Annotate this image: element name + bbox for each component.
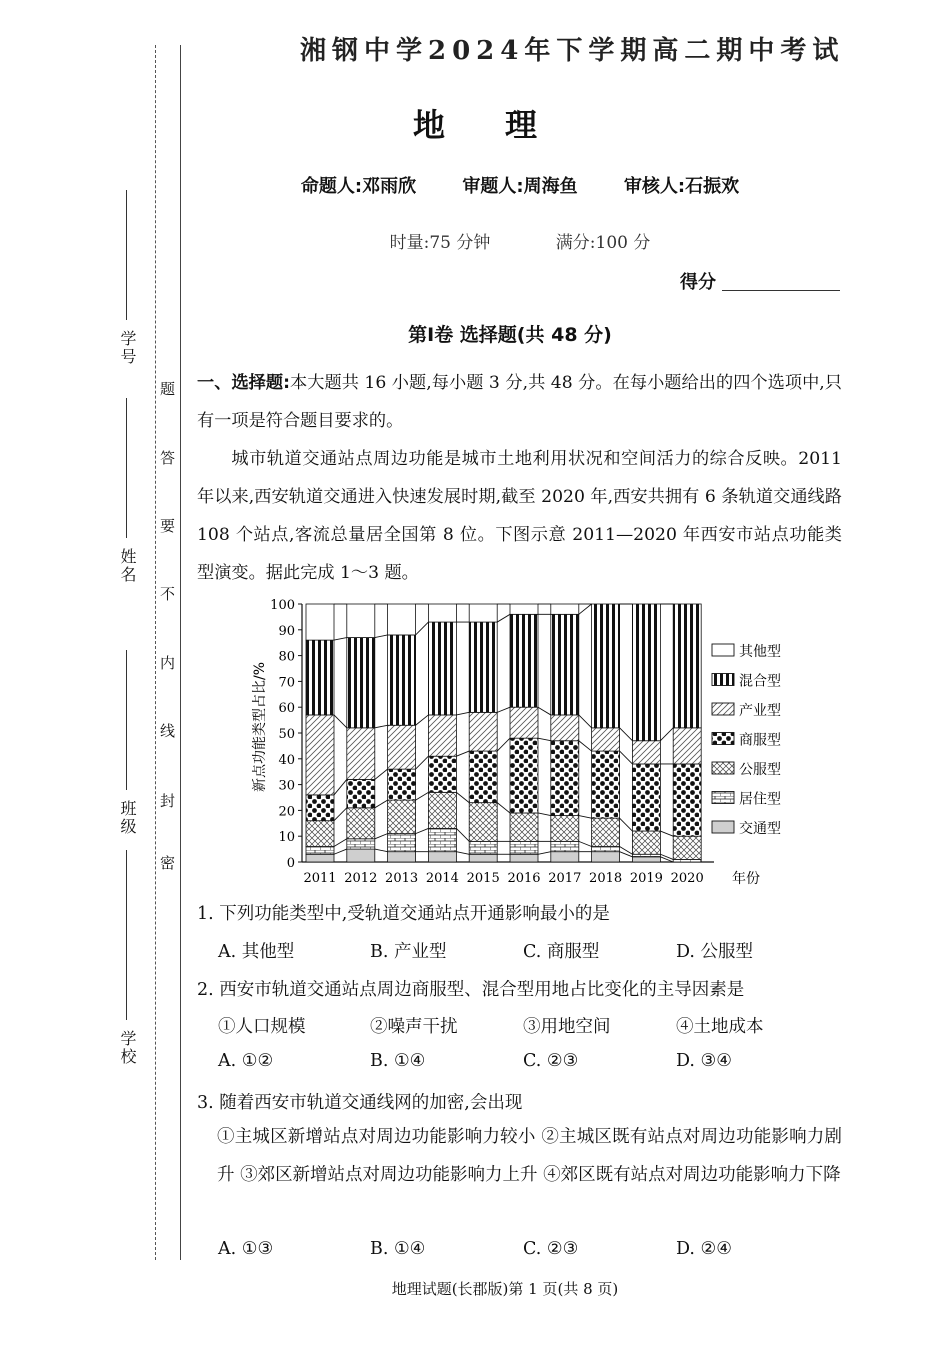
notice-char: 要 bbox=[160, 517, 176, 535]
bar-segment bbox=[632, 741, 660, 764]
bar-segment bbox=[510, 604, 538, 614]
series-connector bbox=[538, 707, 551, 715]
q2-item: ①人口规模 bbox=[218, 1017, 306, 1037]
series-connector bbox=[538, 852, 551, 855]
bar-segment bbox=[347, 839, 375, 849]
y-tick-label: 90 bbox=[278, 623, 295, 639]
staff-line bbox=[190, 172, 850, 198]
series-connector bbox=[334, 839, 347, 847]
bar-segment bbox=[551, 841, 579, 851]
field-school-line bbox=[126, 850, 127, 1020]
x-tick-label: 2016 bbox=[507, 871, 541, 886]
series-connector bbox=[416, 756, 429, 769]
series-connector bbox=[375, 800, 388, 808]
bar-segment bbox=[388, 604, 416, 635]
bar-segment bbox=[428, 715, 456, 756]
bar-segment bbox=[469, 712, 497, 751]
bar-segment bbox=[469, 751, 497, 803]
legend-swatch bbox=[712, 762, 734, 774]
y-tick-label: 20 bbox=[278, 804, 295, 820]
exam-title: 湘钢中学2024年下学期高二期中考试 bbox=[300, 36, 845, 66]
bar-segment bbox=[551, 852, 579, 862]
bar-segment bbox=[592, 818, 620, 846]
series-connector bbox=[416, 622, 429, 635]
q3-option[interactable]: C. ②③ bbox=[523, 1239, 579, 1259]
bar-segment bbox=[347, 779, 375, 807]
series-connector bbox=[579, 715, 592, 728]
y-tick-label: 60 bbox=[278, 701, 295, 717]
series-connector bbox=[497, 803, 510, 813]
legend-label: 公服型 bbox=[739, 762, 781, 778]
binding-dashed-line bbox=[155, 45, 156, 1260]
q2-item: ④土地成本 bbox=[676, 1017, 764, 1037]
y-tick-label: 10 bbox=[278, 830, 295, 846]
bar-segment bbox=[306, 821, 334, 847]
notice-char: 线 bbox=[160, 722, 176, 740]
notice-char: 密 bbox=[160, 854, 176, 872]
question-3-stem: 3. 随着西安市轨道交通线网的加密,会出现 bbox=[197, 1093, 523, 1113]
stacked-bar-chart bbox=[240, 592, 800, 892]
bar-segment bbox=[632, 857, 660, 862]
field-class-line bbox=[126, 650, 127, 790]
series-connector bbox=[497, 707, 510, 712]
page-title: 地理 bbox=[412, 106, 597, 144]
y-tick-label: 70 bbox=[278, 675, 295, 691]
bar-segment bbox=[632, 764, 660, 831]
series-connector bbox=[620, 847, 633, 855]
series-connector bbox=[456, 792, 469, 802]
legend-swatch bbox=[712, 644, 734, 656]
series-connector bbox=[456, 751, 469, 756]
series-connector bbox=[456, 712, 469, 715]
bar-segment bbox=[510, 738, 538, 813]
q1-option[interactable]: C. 商服型 bbox=[523, 942, 600, 962]
bar-segment bbox=[306, 640, 334, 715]
binding-solid-line bbox=[180, 45, 181, 1260]
bar-segment bbox=[510, 841, 538, 854]
bar-segment bbox=[469, 622, 497, 712]
score-label: 得分 bbox=[680, 272, 716, 293]
y-axis-label: 新点功能类型占比/% bbox=[252, 661, 268, 792]
series-connector bbox=[375, 769, 388, 779]
bar-segment bbox=[551, 614, 579, 715]
series-connector bbox=[375, 725, 388, 728]
x-tick-label: 2020 bbox=[670, 871, 704, 886]
bar-segment bbox=[510, 854, 538, 862]
legend-label: 产业型 bbox=[739, 703, 781, 719]
bar-segment bbox=[428, 852, 456, 862]
section-instructions bbox=[197, 364, 842, 440]
bar-segment bbox=[510, 707, 538, 738]
reviewer: 审题人:周海鱼 bbox=[462, 176, 578, 197]
series-connector bbox=[538, 738, 551, 741]
bar-segment bbox=[551, 604, 579, 614]
series-connector bbox=[538, 813, 551, 816]
x-tick-label: 2011 bbox=[303, 871, 337, 886]
series-connector bbox=[334, 849, 347, 854]
series-connector bbox=[416, 792, 429, 800]
bar-segment bbox=[592, 847, 620, 852]
page-footer: 地理试题(长郡版)第 1 页(共 8 页) bbox=[391, 1280, 619, 1298]
q2-option[interactable]: D. ③④ bbox=[676, 1051, 732, 1071]
series-connector bbox=[334, 638, 347, 641]
legend-label: 居住型 bbox=[739, 791, 781, 808]
bar-segment bbox=[428, 622, 456, 715]
bar-segment bbox=[469, 841, 497, 854]
series-connector bbox=[375, 834, 388, 839]
series-connector bbox=[660, 857, 673, 862]
bar-segment bbox=[388, 800, 416, 834]
x-tick-label: 2012 bbox=[344, 871, 378, 886]
bar-segment bbox=[632, 831, 660, 854]
bar-segment bbox=[388, 725, 416, 769]
bar-segment bbox=[469, 604, 497, 622]
bar-segment bbox=[347, 849, 375, 862]
x-tick-label: 2018 bbox=[589, 871, 623, 886]
field-class: 班级 bbox=[118, 800, 137, 836]
y-tick-label: 30 bbox=[278, 778, 295, 794]
series-connector bbox=[456, 852, 469, 855]
score-blank[interactable] bbox=[722, 290, 840, 291]
bar-segment bbox=[673, 728, 701, 764]
x-tick-label: 2014 bbox=[425, 871, 459, 886]
q3-option[interactable]: A. ①③ bbox=[218, 1239, 274, 1259]
question-1-stem: 1. 下列功能类型中,受轨道交通站点开通影响最小的是 bbox=[197, 904, 610, 924]
full-score: 满分:100 分 bbox=[555, 233, 651, 253]
bar-segment bbox=[306, 847, 334, 855]
passage: 城市轨道交通站点周边功能是城市土地利用状况和空间活力的综合反映。2011 年以来,西安轨道交通进入快速发展时期,截至 2020 年,西安共拥有 6 条轨道交通线路 108 个站点,客流总量居全国第 8 位。下图示意 2011—2020 年西安市站点功能类型演变。据此完成 1～3 题。 bbox=[197, 449, 842, 583]
q2-item: ③用地空间 bbox=[523, 1017, 611, 1037]
bar-segment bbox=[388, 769, 416, 800]
bar-segment bbox=[428, 828, 456, 851]
series-connector bbox=[579, 841, 592, 846]
y-tick-label: 0 bbox=[286, 856, 295, 871]
series-connector bbox=[660, 728, 673, 741]
q3-option[interactable]: B. ①④ bbox=[370, 1239, 426, 1259]
legend-swatch bbox=[712, 792, 734, 804]
legend-label: 其他型 bbox=[739, 644, 781, 660]
section-text: 本大题共 16 小题,每小题 3 分,共 48 分。在每小题给出的四个选项中,只有一项是符合题目要求的。 bbox=[197, 373, 842, 431]
bar-segment bbox=[306, 715, 334, 795]
notice-char: 答 bbox=[160, 449, 176, 467]
field-name: 姓名 bbox=[118, 548, 137, 584]
setter: 命题人:邓雨欣 bbox=[300, 176, 417, 197]
bar-segment bbox=[673, 836, 701, 859]
bar-segment bbox=[551, 816, 579, 842]
legend-swatch bbox=[712, 733, 734, 745]
q2-option[interactable]: C. ②③ bbox=[523, 1051, 579, 1071]
bar-segment bbox=[469, 854, 497, 862]
series-connector bbox=[620, 852, 633, 857]
bar-segment bbox=[428, 756, 456, 792]
field-student-id: 学号 bbox=[118, 330, 137, 366]
bar-segment bbox=[306, 795, 334, 821]
series-connector bbox=[579, 741, 592, 751]
bar-segment bbox=[428, 792, 456, 828]
bar-segment bbox=[551, 715, 579, 741]
legend-label: 交通型 bbox=[739, 821, 781, 837]
series-connector bbox=[660, 854, 673, 859]
checker: 审核人:石振欢 bbox=[623, 176, 740, 197]
series-connector bbox=[497, 738, 510, 751]
part-title: 第Ⅰ卷 选择题(共 48 分) bbox=[408, 324, 612, 346]
legend-label: 混合型 bbox=[739, 673, 781, 690]
series-connector bbox=[375, 849, 388, 852]
series-connector bbox=[416, 715, 429, 725]
bar-segment bbox=[388, 852, 416, 862]
y-tick-label: 50 bbox=[278, 727, 295, 742]
bar-segment bbox=[592, 751, 620, 818]
question-2-stem: 2. 西安市轨道交通站点周边商服型、混合型用地占比变化的主导因素是 bbox=[197, 980, 745, 1000]
series-connector bbox=[497, 614, 510, 622]
y-tick-label: 80 bbox=[278, 649, 295, 665]
bar-segment bbox=[388, 834, 416, 852]
bar-segment bbox=[428, 604, 456, 622]
notice-char: 题 bbox=[160, 380, 176, 398]
x-tick-label: 2013 bbox=[385, 871, 419, 886]
q2-option[interactable]: B. ①④ bbox=[370, 1051, 426, 1071]
bar-segment bbox=[347, 638, 375, 728]
bar-segment bbox=[510, 813, 538, 841]
bar-segment bbox=[306, 604, 334, 640]
bar-segment bbox=[347, 808, 375, 839]
series-connector bbox=[334, 779, 347, 794]
bar-segment bbox=[347, 604, 375, 638]
bar-segment bbox=[592, 852, 620, 862]
series-connector bbox=[456, 828, 469, 841]
field-student-id-line bbox=[126, 190, 127, 320]
section-heading: 一、选择题: bbox=[197, 373, 290, 393]
legend-swatch bbox=[712, 674, 734, 686]
bar-segment bbox=[306, 854, 334, 862]
question-3-body: ①主城区新增站点对周边功能影响力较小 ②主城区既有站点对周边功能影响力剧升 ③郊区新增站点对周边功能影响力上升 ④郊区既有站点对周边功能影响力下降 bbox=[217, 1127, 842, 1185]
bar-segment bbox=[673, 764, 701, 836]
series-connector bbox=[660, 831, 673, 836]
bar-segment bbox=[388, 635, 416, 725]
x-axis-label: 年份 bbox=[732, 871, 760, 887]
q2-item: ②噪声干扰 bbox=[370, 1017, 458, 1037]
q2-option[interactable]: A. ①② bbox=[218, 1051, 274, 1071]
bar-segment bbox=[673, 604, 701, 728]
q1-option[interactable]: B. 产业型 bbox=[370, 942, 447, 962]
bar-segment bbox=[510, 614, 538, 707]
series-connector bbox=[620, 751, 633, 764]
bar-segment bbox=[347, 728, 375, 780]
chart-body bbox=[270, 598, 781, 886]
y-tick-label: 40 bbox=[278, 752, 295, 768]
series-connector bbox=[375, 635, 388, 638]
x-tick-label: 2017 bbox=[548, 871, 582, 886]
time-info bbox=[190, 228, 850, 253]
series-connector bbox=[416, 828, 429, 833]
bar-segment bbox=[469, 803, 497, 842]
y-tick-label: 100 bbox=[270, 598, 295, 613]
series-connector bbox=[579, 816, 592, 819]
legend-swatch bbox=[712, 703, 734, 715]
notice-char: 封 bbox=[160, 792, 176, 810]
notice-char: 不 bbox=[160, 585, 176, 603]
series-connector bbox=[579, 604, 592, 614]
field-school: 学校 bbox=[118, 1030, 137, 1066]
bar-segment bbox=[592, 728, 620, 751]
legend-label: 商服型 bbox=[739, 732, 781, 749]
series-connector bbox=[334, 715, 347, 728]
legend-swatch bbox=[712, 821, 734, 833]
bar-segment bbox=[551, 741, 579, 816]
field-name-line bbox=[126, 398, 127, 538]
bar-segment bbox=[592, 604, 620, 728]
q3-option[interactable]: D. ②④ bbox=[676, 1239, 732, 1259]
series-connector bbox=[620, 818, 633, 831]
time-limit: 时量:75 分钟 bbox=[389, 233, 491, 253]
notice-char: 内 bbox=[160, 654, 176, 672]
x-tick-label: 2015 bbox=[466, 871, 500, 886]
bar-segment bbox=[632, 604, 660, 741]
series-connector bbox=[334, 808, 347, 821]
q1-option[interactable]: A. 其他型 bbox=[218, 942, 295, 962]
x-tick-label: 2019 bbox=[629, 871, 663, 886]
q1-option[interactable]: D. 公服型 bbox=[676, 942, 754, 962]
series-connector bbox=[620, 728, 633, 741]
